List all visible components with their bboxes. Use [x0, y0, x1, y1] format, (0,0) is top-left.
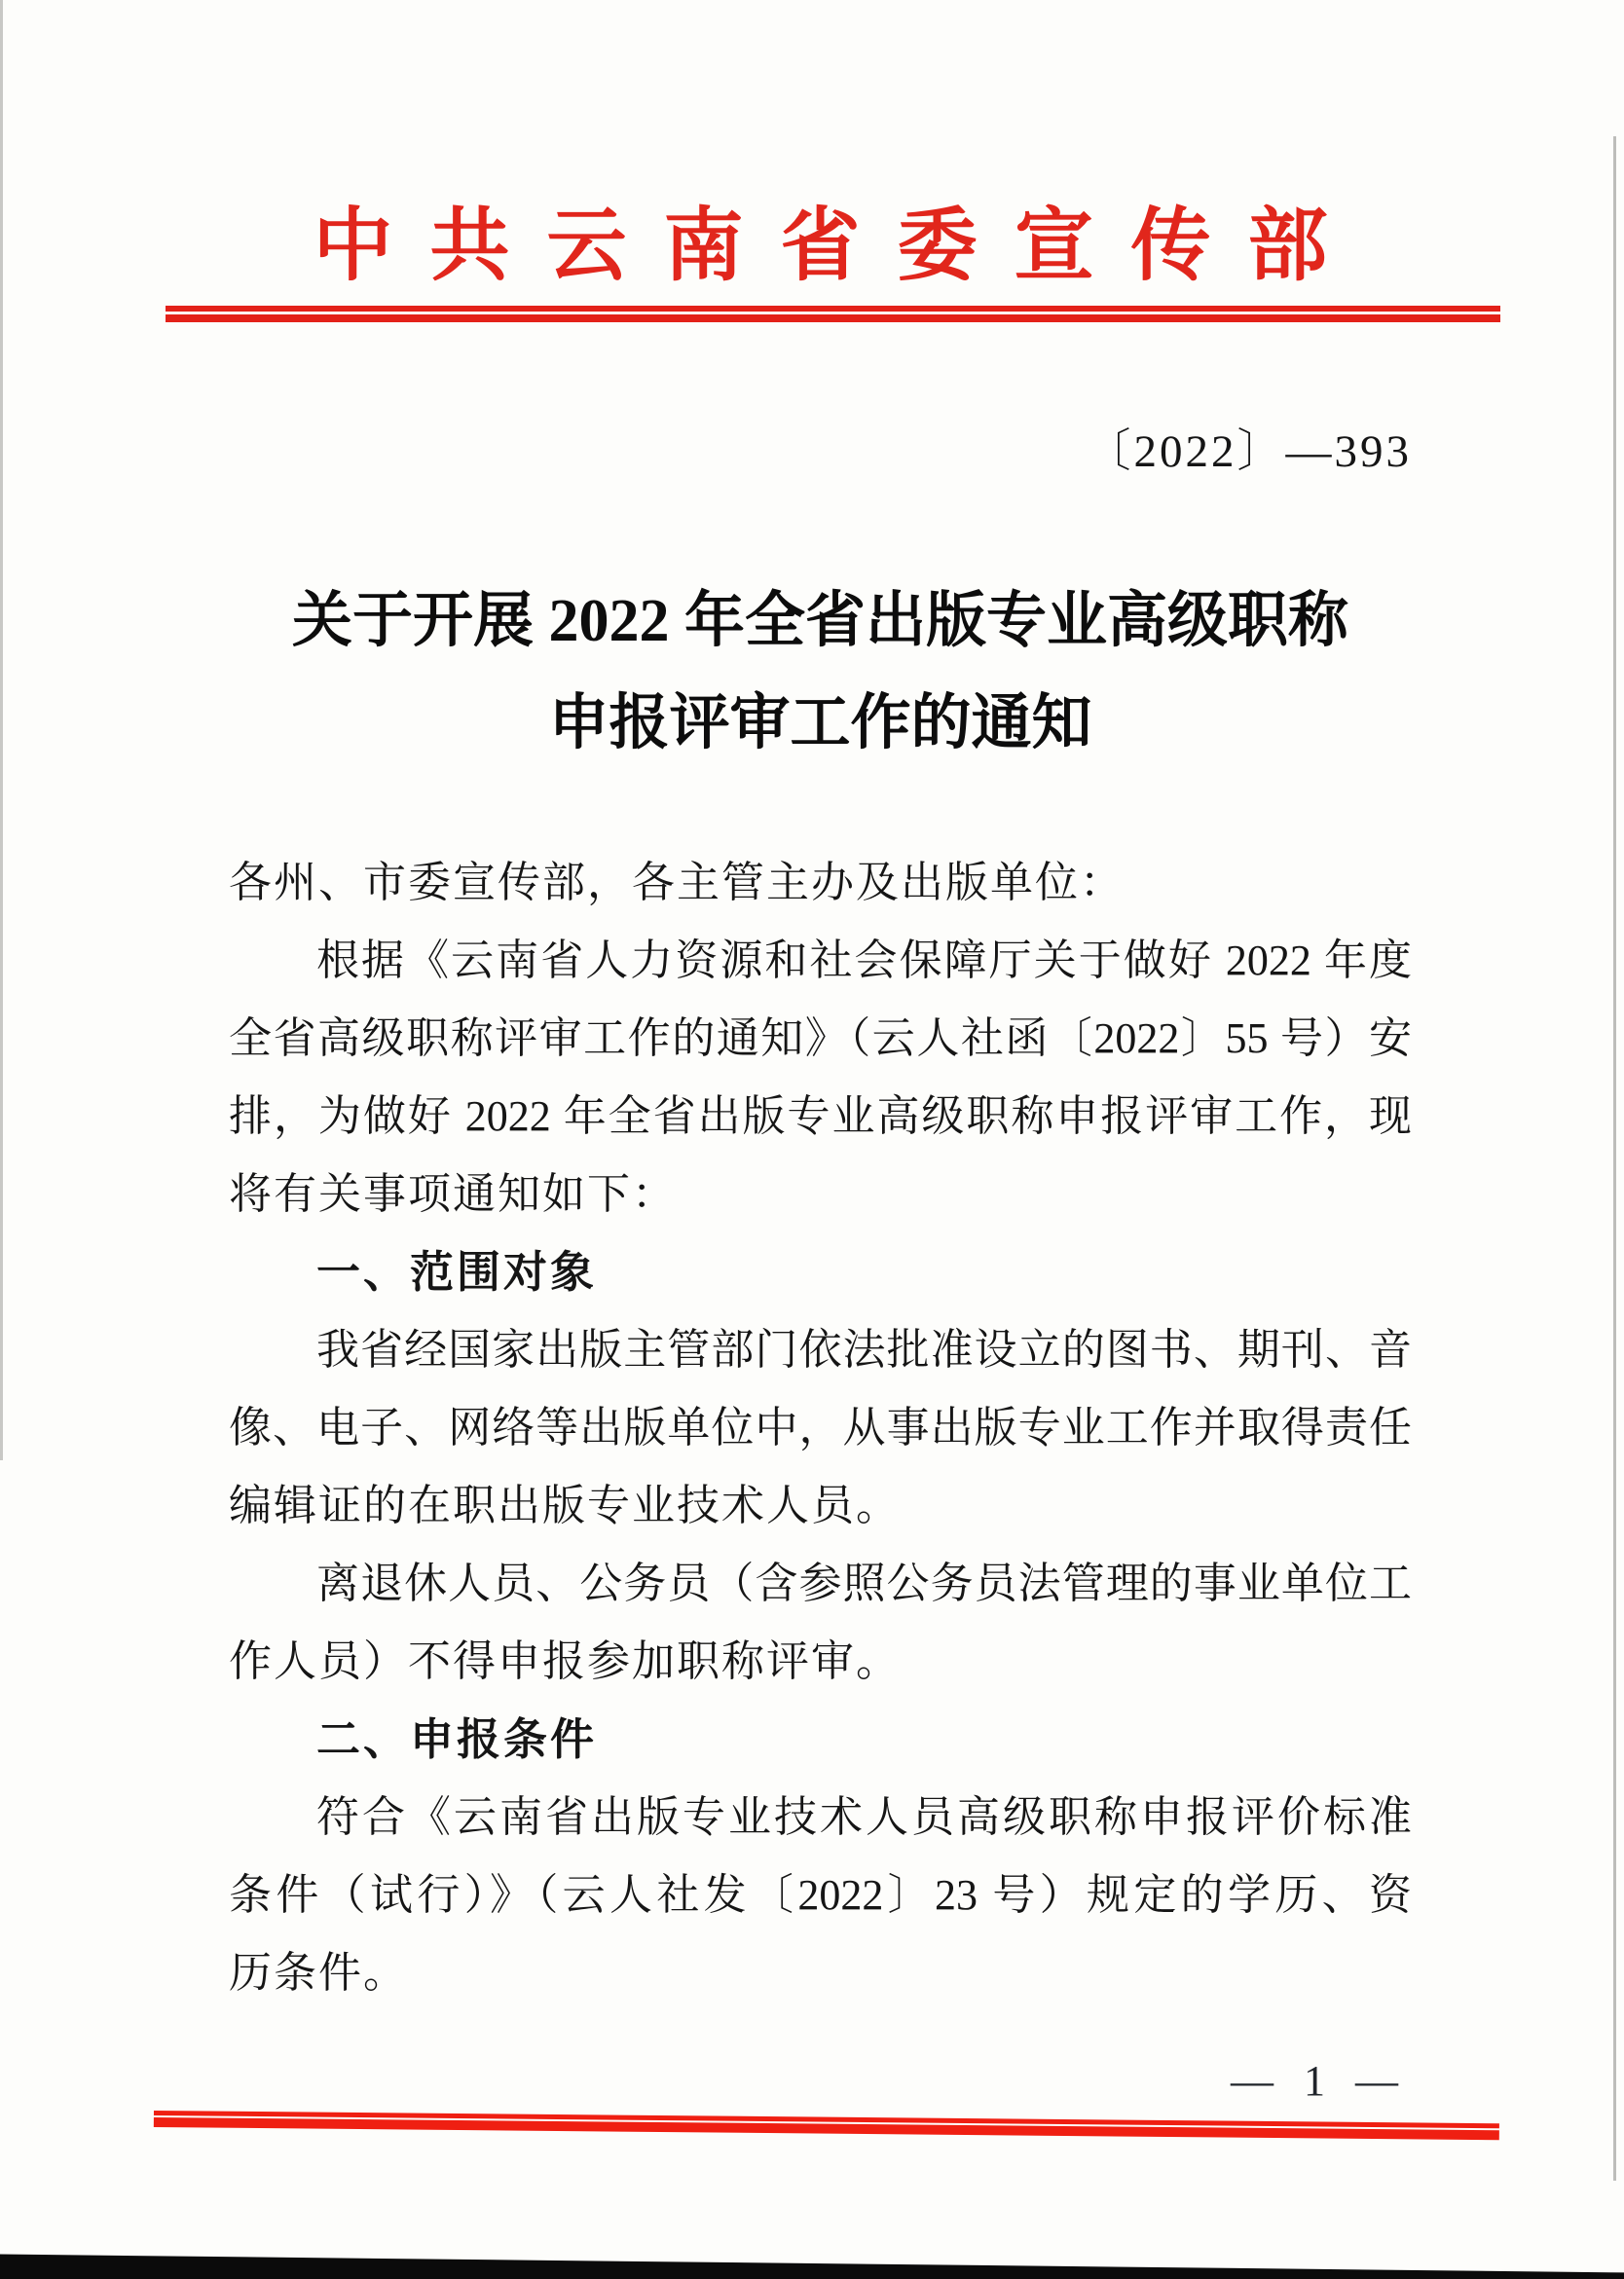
document-title	[170, 570, 1470, 775]
body-line: 历条件。	[229, 1949, 408, 1997]
document-body	[229, 844, 1412, 2012]
body-line: 条件（试行）》（云人社发〔2022〕23 号）规定的学历、资	[229, 1871, 1412, 1919]
section-heading-2: 二、申报条件	[316, 1714, 598, 1764]
document-number: 〔2022〕—393	[1085, 426, 1412, 477]
scan-edge-left	[0, 0, 3, 1460]
letterhead-agency-name: 中共云南省委宣传部	[313, 202, 1365, 290]
body-line: 我省经国家出版主管部门依法批准设立的图书、期刊、音	[316, 1326, 1412, 1374]
body-line: 全省高级职称评审工作的通知》（云人社函〔2022〕55 号）安	[229, 1014, 1412, 1062]
letterhead-rule	[166, 306, 1500, 322]
body-line: 排，为做好 2022 年全省出版专业高级职称申报评审工作，现	[229, 1092, 1412, 1140]
body-line: 作人员）不得申报参加职称评审。	[229, 1637, 901, 1685]
section-heading-1: 一、范围对象	[316, 1247, 598, 1297]
page-number: — 1 —	[1231, 2057, 1408, 2105]
body-line: 离退休人员、公务员（含参照公务员法管理的事业单位工	[316, 1560, 1412, 1607]
body-line: 像、电子、网络等出版单位中，从事出版专业工作并取得责任	[229, 1404, 1412, 1452]
body-line: 符合《云南省出版专业技术人员高级职称申报评价标准	[316, 1793, 1412, 1841]
title-line-2: 申报评审工作的通知	[548, 690, 1092, 756]
body-line: 编辑证的在职出版专业技术人员。	[229, 1482, 901, 1529]
body-line-salutation: 各州、市委宣传部，各主管主办及出版单位：	[229, 859, 1125, 906]
scan-black-edge	[0, 2250, 1624, 2279]
body-line: 将有关事项通知如下：	[229, 1170, 677, 1218]
scan-edge-right	[1613, 136, 1616, 2181]
footer-rule	[154, 2111, 1499, 2140]
body-line: 根据《云南省人力资源和社会保障厅关于做好 2022 年度	[316, 937, 1412, 984]
title-line-1: 关于开展 2022 年全省出版专业高级职称	[291, 588, 1348, 654]
letterhead-rule-thick-line	[166, 314, 1500, 322]
